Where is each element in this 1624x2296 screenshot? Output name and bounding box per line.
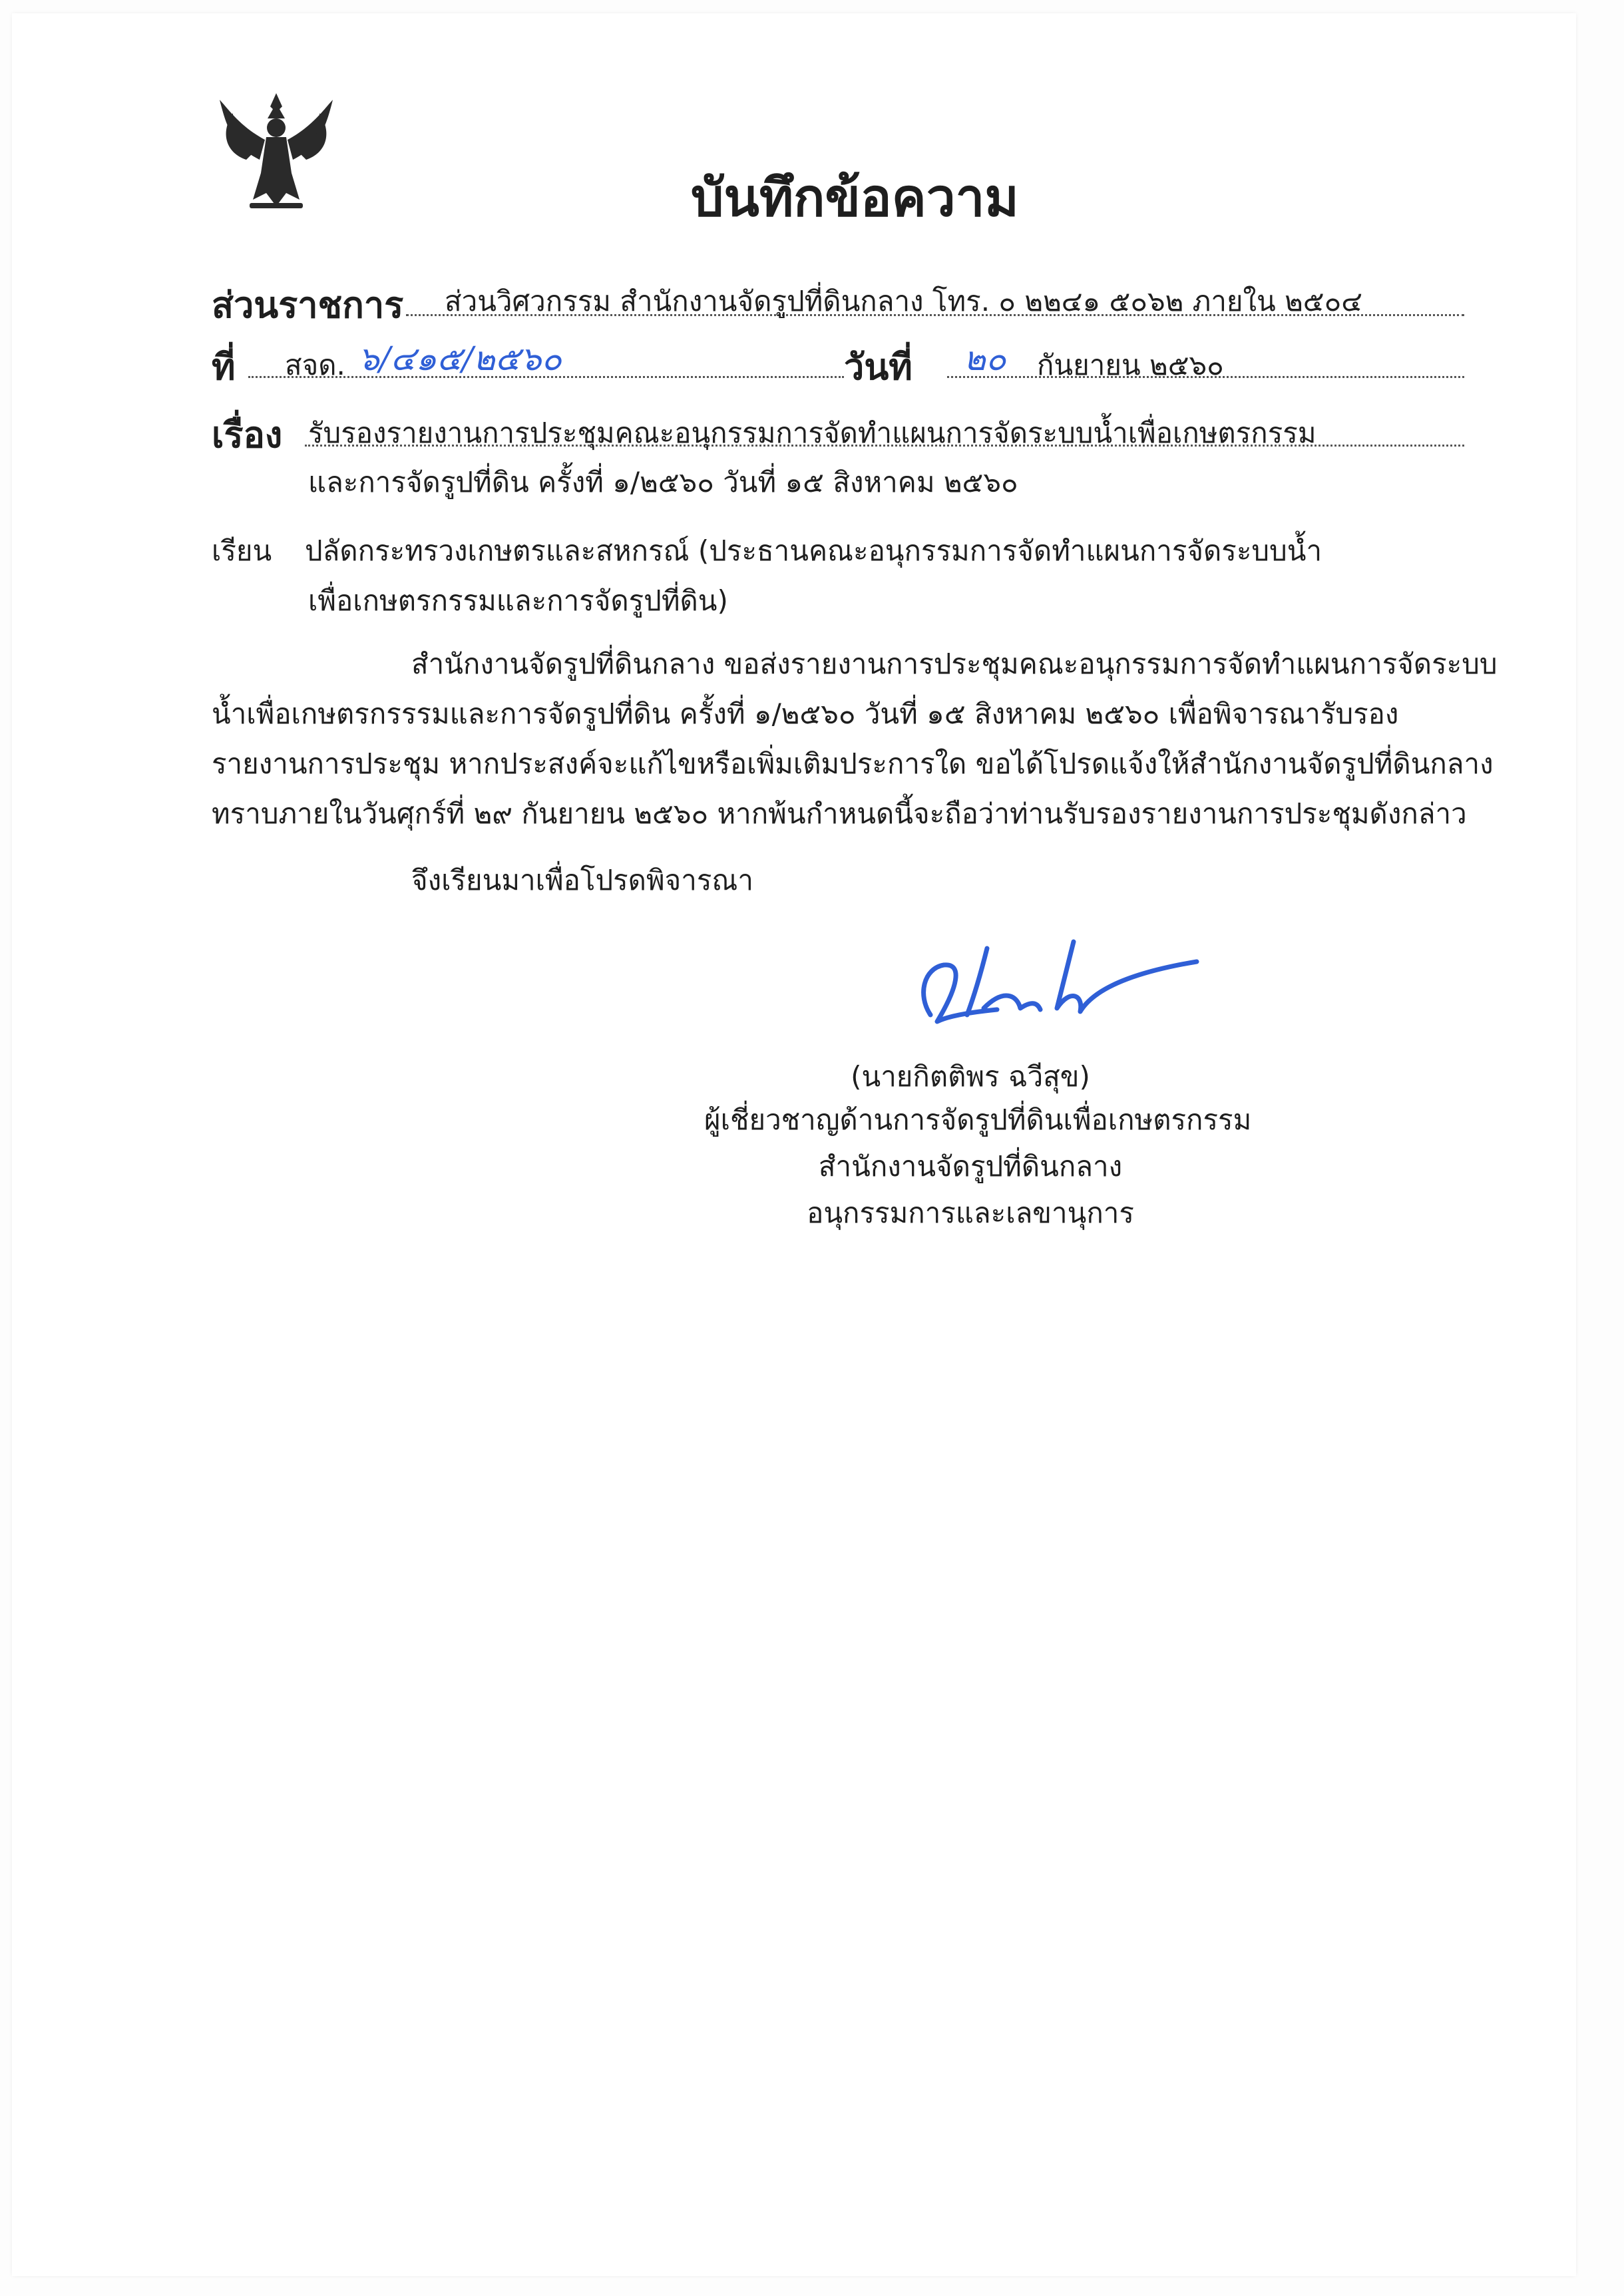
subject-line-1: รับรองรายงานการประชุมคณะอนุกรรมการจัดทำแผนการจัดระบบน้ำเพื่อเกษตรกรรม: [308, 417, 1317, 449]
salutation-line-1: ปลัดกระทรวงเกษตรและสหกรณ์ (ประธานคณะอนุกรรมการจัดทำแผนการจัดระบบน้ำ: [305, 534, 1322, 567]
garuda-emblem-icon: [213, 87, 339, 213]
body-line-1: สำนักงานจัดรูปที่ดินกลาง ขอส่งรายงานการประชุมคณะอนุกรรมการจัดทำแผนการจัดระบบ: [411, 648, 1498, 680]
body-line-3: รายงานการประชุม หากประสงค์จะแก้ไขหรือเพิ่มเติมประการใด ขอได้โปรดแจ้งให้สำนักงานจัดรูปที่ดินกลาง: [212, 747, 1494, 780]
memo-page: [12, 13, 1576, 2276]
subject-line-2: และการจัดรูปที่ดิน ครั้งที่ ๑/๒๕๖๐ วันที่ ๑๕ สิงหาคม ๒๕๖๐: [308, 466, 1018, 498]
date-day-handwritten: ๒๐: [964, 339, 1006, 378]
salutation-label: เรียน: [212, 534, 272, 567]
date-month-year: กันยายน ๒๕๖๐: [1037, 349, 1224, 381]
agency-label: ส่วนราชการ: [212, 284, 404, 326]
signatory-role: อนุกรรมการและเลขานุการ: [807, 1197, 1134, 1229]
handwritten-signature: [904, 935, 1210, 1035]
ref-prefix: สจด.: [285, 349, 345, 381]
body-line-4: ทราบภายในวันศุกร์ที่ ๒๙ กันยายน ๒๕๖๐ หากพ้นกำหนดนี้จะถือว่าท่านรับรองรายงานการประชุมดังกล่าว: [212, 797, 1467, 830]
ref-number-handwritten: ๖/๔๑๕/๒๕๖๐: [358, 339, 562, 378]
salutation-line-2: เพื่อเกษตรกรรมและการจัดรูปที่ดิน): [308, 584, 728, 617]
signatory-name: (นายกิตติพร ฉวีสุข): [851, 1060, 1090, 1093]
body-line-2: น้ำเพื่อเกษตรกรรรมและการจัดรูปที่ดิน ครั้งที่ ๑/๒๕๖๐ วันที่ ๑๕ สิงหาคม ๒๕๖๐ เพื่อพิจารณารับรอง: [212, 697, 1399, 730]
agency-value: ส่วนวิศวกรรม สำนักงานจัดรูปที่ดินกลาง โทร. ๐ ๒๒๔๑ ๕๐๖๒ ภายใน ๒๕๐๔: [445, 285, 1363, 317]
ref-label: ที่: [212, 346, 236, 388]
signatory-position: ผู้เชี่ยวชาญด้านการจัดรูปที่ดินเพื่อเกษตรกรรม: [704, 1103, 1252, 1136]
date-label: วันที่: [844, 346, 913, 388]
memo-title: บันทึกข้อความ: [691, 168, 1019, 228]
closing-line: จึงเรียนมาเพื่อโปรดพิจารณา: [411, 864, 753, 896]
subject-label: เรื่อง: [212, 414, 283, 456]
signatory-office: สำนักงานจัดรูปที่ดินกลาง: [818, 1150, 1123, 1183]
